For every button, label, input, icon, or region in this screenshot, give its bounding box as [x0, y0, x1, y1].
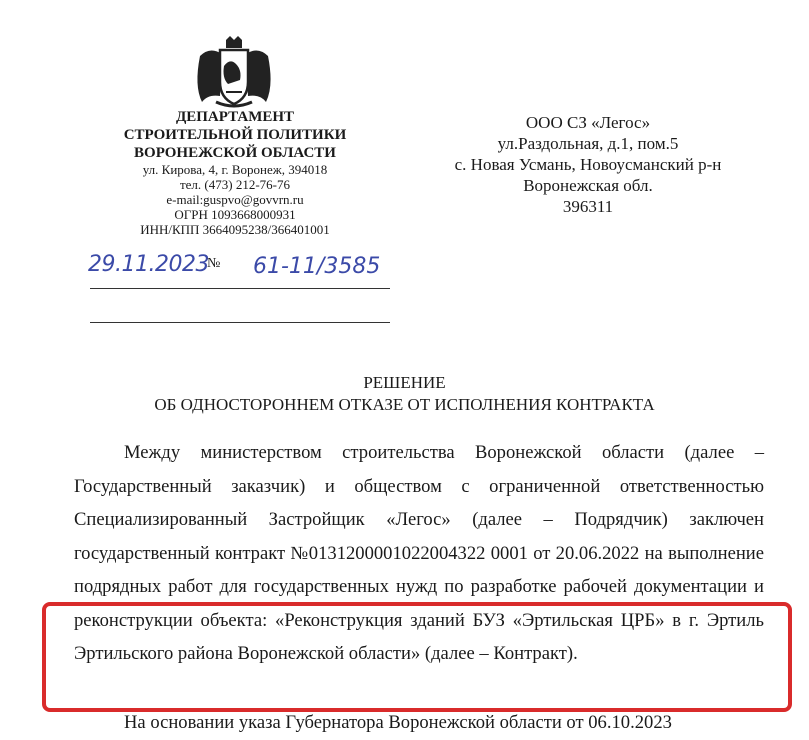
number-sign: № [207, 256, 221, 271]
coat-of-arms-icon [190, 36, 278, 108]
registration-underline [90, 288, 390, 289]
sender-inn-kpp: ИНН/КПП 3664095238/366401001 [140, 222, 330, 237]
department-name-line3: ВОРОНЕЖСКОЙ ОБЛАСТИ [134, 145, 336, 161]
sender-phone: тел. (473) 212-76-76 [179, 177, 290, 192]
body-paragraph-2: На основании указа Губернатора Воронежской области от 06.10.2023 [124, 712, 672, 733]
title-line2: ОБ ОДНОСТОРОННЕМ ОТКАЗЕ ОТ ИСПОЛНЕНИЯ КОНТРАКТА [154, 395, 655, 414]
handwritten-number: 61-11/3585 [253, 254, 381, 279]
handwritten-date: 29.11.2023 [88, 252, 209, 277]
title-line1: РЕШЕНИЕ [363, 373, 446, 392]
recipient-street: ул.Раздольная, д.1, пом.5 [497, 134, 679, 153]
recipient-settlement: с. Новая Усмань, Новоусманский р-н [454, 155, 722, 174]
department-name-line2: СТРОИТЕЛЬНОЙ ПОЛИТИКИ [123, 127, 347, 143]
sender-address: ул. Кирова, 4, г. Воронеж, 394018 [142, 162, 328, 177]
sender-email: e-mail:guspvo@govvrn.ru [166, 192, 304, 207]
department-name-line1: ДЕПАРТАМЕНТ [175, 109, 295, 125]
body-paragraph-1: Между министерством строительства Воронежской области (далее – Государственный заказчик) и обществом с ограниченной ответственностью Специализированный Застройщик «Легос» (далее – Подрядчик) заключен государственный контракт №0131200001022004322 0001 от 20.06.2022 на выполнение подрядных работ для государственных нужд по разработке рабочей документации и реконструкции объекта: «Реконструкция зданий БУЗ «Эртильская ЦРБ» в г. Эртиль Эртильского района Воронежской области» (далее – Контракт). [74, 442, 764, 664]
recipient-region: Воронежская обл. [523, 176, 653, 195]
recipient-postcode: 396311 [562, 197, 614, 216]
recipient-name: ООО СЗ «Легос» [525, 113, 651, 132]
document-title [0, 372, 809, 416]
recipient-block [408, 112, 768, 217]
outgoing-registration [86, 250, 396, 290]
highlight-box [42, 602, 792, 712]
sender-block [95, 108, 375, 237]
blank-line [90, 322, 390, 323]
sender-ogrn: ОГРН 1093668000931 [174, 207, 296, 222]
